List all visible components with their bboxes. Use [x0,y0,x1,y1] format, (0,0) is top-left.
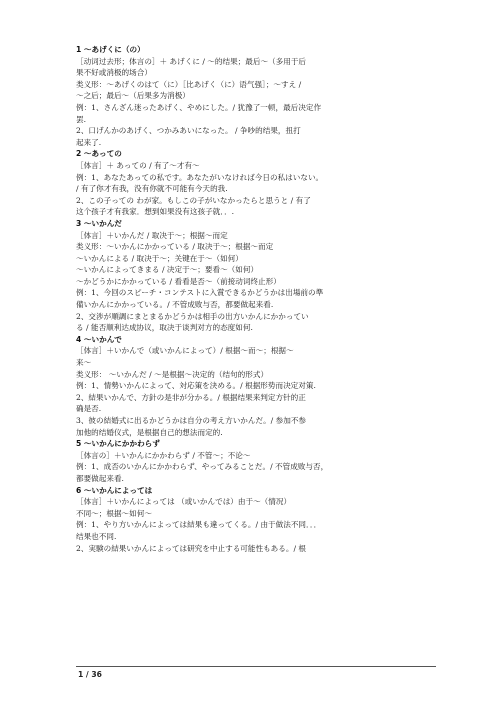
text-line: ［动词过去形；体言の］＋ あげくに / ～的结果；最后～（多用于后 [76,56,307,66]
text-line: 2、結果いかんで、方針の是非が分かる。/ 根据结果来判定方针的正 [76,392,306,402]
text-line: ～かどうかにかかっている / 看看是否～（前接动词终止形） [76,276,281,286]
text-line: 例：1、やり方いかんによっては結果も違ってくる。/ 由于做法不同．．． [76,520,322,530]
text-line: 例：1、今回のスピーチ・コンテストに入賞できるかどうかは出場前の準 [76,288,324,298]
text-line: る / 能否顺利达成协议，取决于谈判对方的态度如何. [76,323,253,333]
text-line: 2、実験の結果いかんによっては研究を中止する可能性もある。/ 根 [76,543,307,553]
section-heading: 6 ～いかんによっては [76,485,153,495]
text-line: ［体言］＋いかんによっては （或いかんでは）由于～（情况） [76,497,292,507]
section-heading: 4 ～いかんで [76,334,122,344]
text-line: 类义形： ～いかんだ / ～是根据～决定的（结句的形式） [76,369,269,379]
text-line: 罢. [76,114,87,124]
document-body [76,44,436,554]
text-line: 起来了. [76,137,102,147]
text-line: 这个孩子才有我家．想到如果没有这孩子就．．. [76,207,235,217]
page-number: 1 / 36 [78,670,102,679]
text-line: 2、口げんかのあげく、つかみあいになった。 / 争吵的结果，扭打 [76,126,301,136]
text-line: 加他的结婚仪式，是根据自己的想法而定的. [76,427,223,437]
section-heading: 2 ～あっての [76,149,122,159]
section-heading: 5 ～いかんにかかわらず [76,439,160,449]
text-line: 2、交渉が順調にまとまるかどうかは相手の出方いかんにかかってい [76,311,309,321]
text-line: 例：1、あなたあっての私です。あなたがいなければ今日の私はいない。 [76,172,324,182]
text-line: 果不好或消极的场合） [76,68,152,78]
text-line: ～いかんによる / 取决于～；关键在于～（如何） [76,253,243,263]
text-line: 类义形：～あげくのはて（に）［比あげく（に）语气强］；～すえ / [76,79,302,89]
text-line: 例：1、さんざん迷ったあげく、やめにした。/ 犹豫了一顿，最后决定作 [76,102,322,112]
text-line: ～いかんによってきまる / 决定于～；要看～（如何） [76,265,259,275]
text-line: ［体言の］＋いかんにかかわらず / 不管～；不论～ [76,450,251,460]
text-line: 備いかんにかかっている。/ 不管成败与否，都要做起来看. [76,300,274,310]
text-line: 类义形：～いかんにかかっている / 取决于～；根据～而定 [76,242,274,252]
section-heading: 3 ～いかんだ [76,218,122,228]
text-line: 例：1、情勢いかんによって、対応策を決める。/ 根据形势而决定对策. [76,381,316,391]
page-footer [76,666,436,679]
text-line: ［体言］＋いかんで（或いかんによって）/ 根据～而～；根据～ [76,346,294,356]
text-line: 都要做起来看. [76,473,124,483]
section-heading: 1 ～あげくに（の） [76,45,145,54]
text-line: 2、この子っての わが家。もしこの子がいなかったらと思うと / 有了 [76,195,311,205]
text-line: 结果也不同. [76,531,117,541]
text-line: 来～ [76,358,92,368]
text-line: / 有了你才有我，没有你就不可能有今天的我. [76,184,228,194]
text-line: 例：1、成否のいかんにかかわらず、やってみることだ。/ 不管成败与否， [76,462,329,472]
text-line: ［体言］＋ あっての / 有了～才有～ [76,160,200,170]
text-line: 确是否. [76,404,102,414]
text-line: 3、彼の結婚式に出るかどうかは自分の考え方いかんだ。/ 参加不参 [76,416,307,425]
text-line: 不同～；根据～如何～ [76,508,152,518]
text-line: ［体言］＋いかんだ / 取决于～；根据～而定 [76,230,228,240]
text-line: ～之后；最后～（后果多为消极） [76,91,190,101]
